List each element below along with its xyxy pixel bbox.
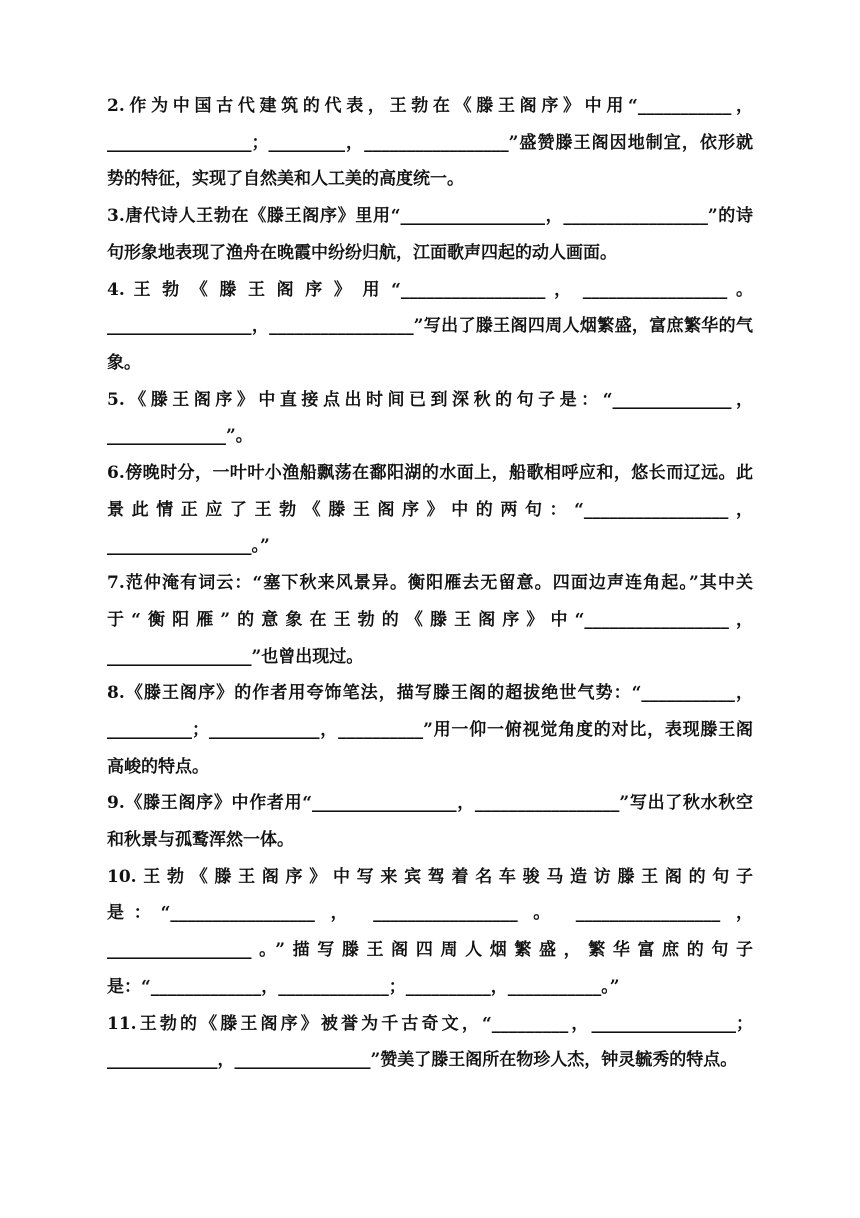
question-7: 7.范仲淹有词云：“塞下秋来风景异。衡阳雁去无留意。四面边声连角起。”其中关于“衡阳雁”的意象在王勃的《滕王阁序》中“_________________，_________________”也曾出现过。: [107, 573, 753, 667]
question-3: 3.唐代诗人王勃在《滕王阁序》里用“_________________，_________________”的诗句形象地表现了渔舟在晚霞中纷纷归航，江面歌声四起的动人画面。: [107, 206, 753, 263]
question-4: 4. 王 勃 《 滕 王 阁 序 》 用 “_________________ ， _________________ 。_________________，_________________”写出了滕王阁四周人烟繁盛，富庶繁华的气象。: [107, 279, 753, 373]
question-5: 5.《滕王阁序》中直接点出时间已到深秋的句子是：“______________，______________”。: [107, 389, 753, 447]
question-list: [107, 88, 753, 1079]
question-8: 8.《滕王阁序》的作者用夸饰笔法，描写滕王阁的超拔绝世气势：“___________，__________；_____________，__________”用一仰一俯视觉角度的对比，表现滕王阁高峻的特点。: [107, 683, 753, 777]
question-11: 11.王勃的《滕王阁序》被誉为千古奇文，“_________，_________________；_____________，________________”赞美了滕王阁所在物珍人杰，钟灵毓秀的特点。: [107, 1013, 753, 1071]
question-6: 6.傍晚时分，一叶叶小渔船飘荡在鄱阳湖的水面上，船歌相呼应和，悠长而辽远。此景此情正应了王勃《滕王阁序》中的两句：“_________________，_________________。”: [107, 463, 753, 557]
question-10: 10.王勃《滕王阁序》中写来宾驾着名车骏马造访滕王阁的句子是：“_________________ ， _________________ 。 _________________ ，_________________。”描写滕王阁四周人烟繁盛，繁华富庶的句子是：“_____________，_____________；__________，___________。”: [107, 866, 753, 997]
question-2: 2.作为中国古代建筑的代表，王勃在《滕王阁序》中用“___________，_________________；_________，_________________”盛赞滕王阁因地制宜，依形就势的特征，实现了自然美和人工美的高度统一。: [107, 96, 753, 190]
question-9: 9.《滕王阁序》中作者用“_________________，_________________”写出了秋水秋空和秋景与孤鹜浑然一体。: [107, 793, 753, 851]
